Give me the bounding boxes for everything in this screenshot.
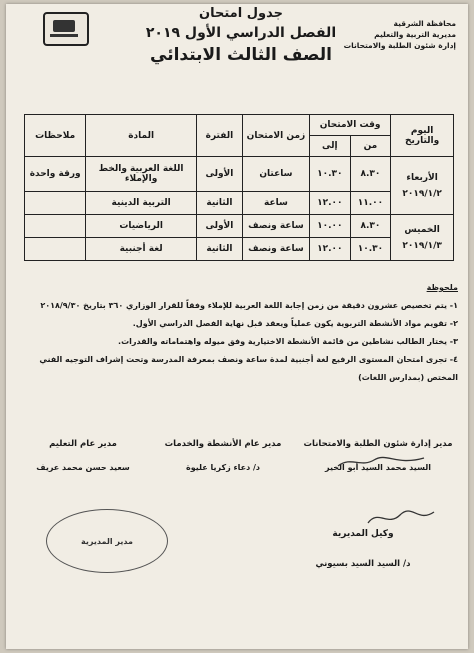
day-name: الأربعاء <box>406 172 438 183</box>
subject: لغة أجنبية <box>86 238 197 261</box>
notes-section <box>20 279 458 387</box>
row-note <box>25 215 86 238</box>
signature-name: د/ السيد السيد بسيوني <box>315 559 411 569</box>
day-name: الخميس <box>404 224 440 235</box>
subject: التربية الدينية <box>86 192 197 215</box>
signature-title: مدير عام الأنشطة والخدمات <box>164 439 282 449</box>
period: الثانية <box>196 192 242 215</box>
table-row <box>25 238 454 261</box>
notes-title: ملحوظة <box>426 283 458 292</box>
time-from: ٨.٣٠ <box>350 157 391 192</box>
subject: اللغة العربية والخط والإملاء <box>86 157 197 192</box>
header-title-block <box>136 6 346 65</box>
signature-block <box>158 439 288 472</box>
header-to: إلى <box>309 136 350 157</box>
official-stamp <box>46 509 168 573</box>
time-to: ١٢.٠٠ <box>309 192 350 215</box>
handwritten-signature-icon <box>366 509 436 527</box>
doc-grade: الصف الثالث الابتدائي <box>150 45 332 65</box>
signature-name: د/ دعاء زكريا عليوة <box>185 463 261 472</box>
document-page <box>6 4 468 649</box>
period: الأولى <box>196 157 242 192</box>
period: الأولى <box>196 215 242 238</box>
duration: ساعتان <box>242 157 309 192</box>
day-cell <box>391 157 454 215</box>
header-logo-block <box>31 12 101 48</box>
stamp-text: مدير المديرية <box>81 536 133 546</box>
time-to: ١٠.٠٠ <box>309 215 350 238</box>
duration: ساعة ونصف <box>242 238 309 261</box>
time-from: ١١.٠٠ <box>350 192 391 215</box>
time-from: ١٠.٣٠ <box>350 238 391 261</box>
note-item: ٣- يختار الطالب نشاطين من قائمة الأنشطة الاختيارية وفق ميوله واهتماماته والقدرات. <box>118 337 458 346</box>
header-period: الفترة <box>196 115 242 157</box>
table-row <box>25 157 454 192</box>
note-item: ٢- تقويم مواد الأنشطة التربوية يكون عملياً ويعقد قبل نهاية الفصل الدراسي الأول. <box>132 319 458 328</box>
time-from: ٨.٣٠ <box>350 215 391 238</box>
header-duration: زمن الامتحان <box>242 115 309 157</box>
signature-block <box>23 439 143 472</box>
exam-schedule-table <box>24 114 454 261</box>
header-day: اليوم والتاريخ <box>391 115 454 157</box>
handwritten-signature-icon <box>336 454 426 470</box>
time-to: ١٢.٠٠ <box>309 238 350 261</box>
row-note: ورقة واحدة <box>25 157 86 192</box>
doc-term: الفصل الدراسي الأول ٢٠١٩ <box>145 25 337 41</box>
table-header-row <box>25 115 454 136</box>
header-time: وقت الامتحان <box>309 115 390 136</box>
day-date: ٢٠١٩/١/٣ <box>402 240 442 251</box>
doc-title: جدول امتحان <box>199 6 283 21</box>
table-row <box>25 215 454 238</box>
header-from: من <box>350 136 391 157</box>
header-subject: المادة <box>86 115 197 157</box>
authority-line: إدارة شئون الطلبة والامتحانات <box>343 41 456 50</box>
time-to: ١٠.٣٠ <box>309 157 350 192</box>
signature-name: السيد محمد السيد أبو الخير <box>325 463 431 472</box>
duration: ساعة ونصف <box>242 215 309 238</box>
row-note <box>25 238 86 261</box>
header-authority <box>336 18 456 51</box>
signature-title: مدير عام التعليم <box>49 439 117 449</box>
authority-line: محافظة الشرقية <box>393 19 456 28</box>
header-notes: ملاحظات <box>25 115 86 157</box>
day-date: ٢٠١٩/١/٢ <box>402 188 442 199</box>
authority-line: مديرية التربية والتعليم <box>374 30 456 39</box>
table-row <box>25 192 454 215</box>
row-note <box>25 192 86 215</box>
signature-block <box>288 529 438 569</box>
note-item: ١- يتم تخصيص عشرون دقيقة من زمن إجابة اللغة العربية للإملاء وفقاً للقرار الوزاري ٣٦٠ بتاريخ ٢٠١٨/٩/٣٠ <box>40 301 458 310</box>
period: الثانية <box>196 238 242 261</box>
signature-title: مدير إدارة شئون الطلبة والامتحانات <box>303 439 453 449</box>
note-item: ٤- تجرى امتحان المستوى الرفيع لغة أجنبية لمدة ساعة ونصف بمعرفة المدرسة وتحت إشراف التوجيه الفني المختص (بمدارس اللغات) <box>39 355 458 382</box>
day-cell <box>391 215 454 261</box>
subject: الرياضيات <box>86 215 197 238</box>
egypt-emblem-icon <box>43 12 89 46</box>
signature-name: سعيد حسن محمد عريف <box>36 463 130 472</box>
duration: ساعة <box>242 192 309 215</box>
signature-title: وكيل المديرية <box>332 529 394 539</box>
